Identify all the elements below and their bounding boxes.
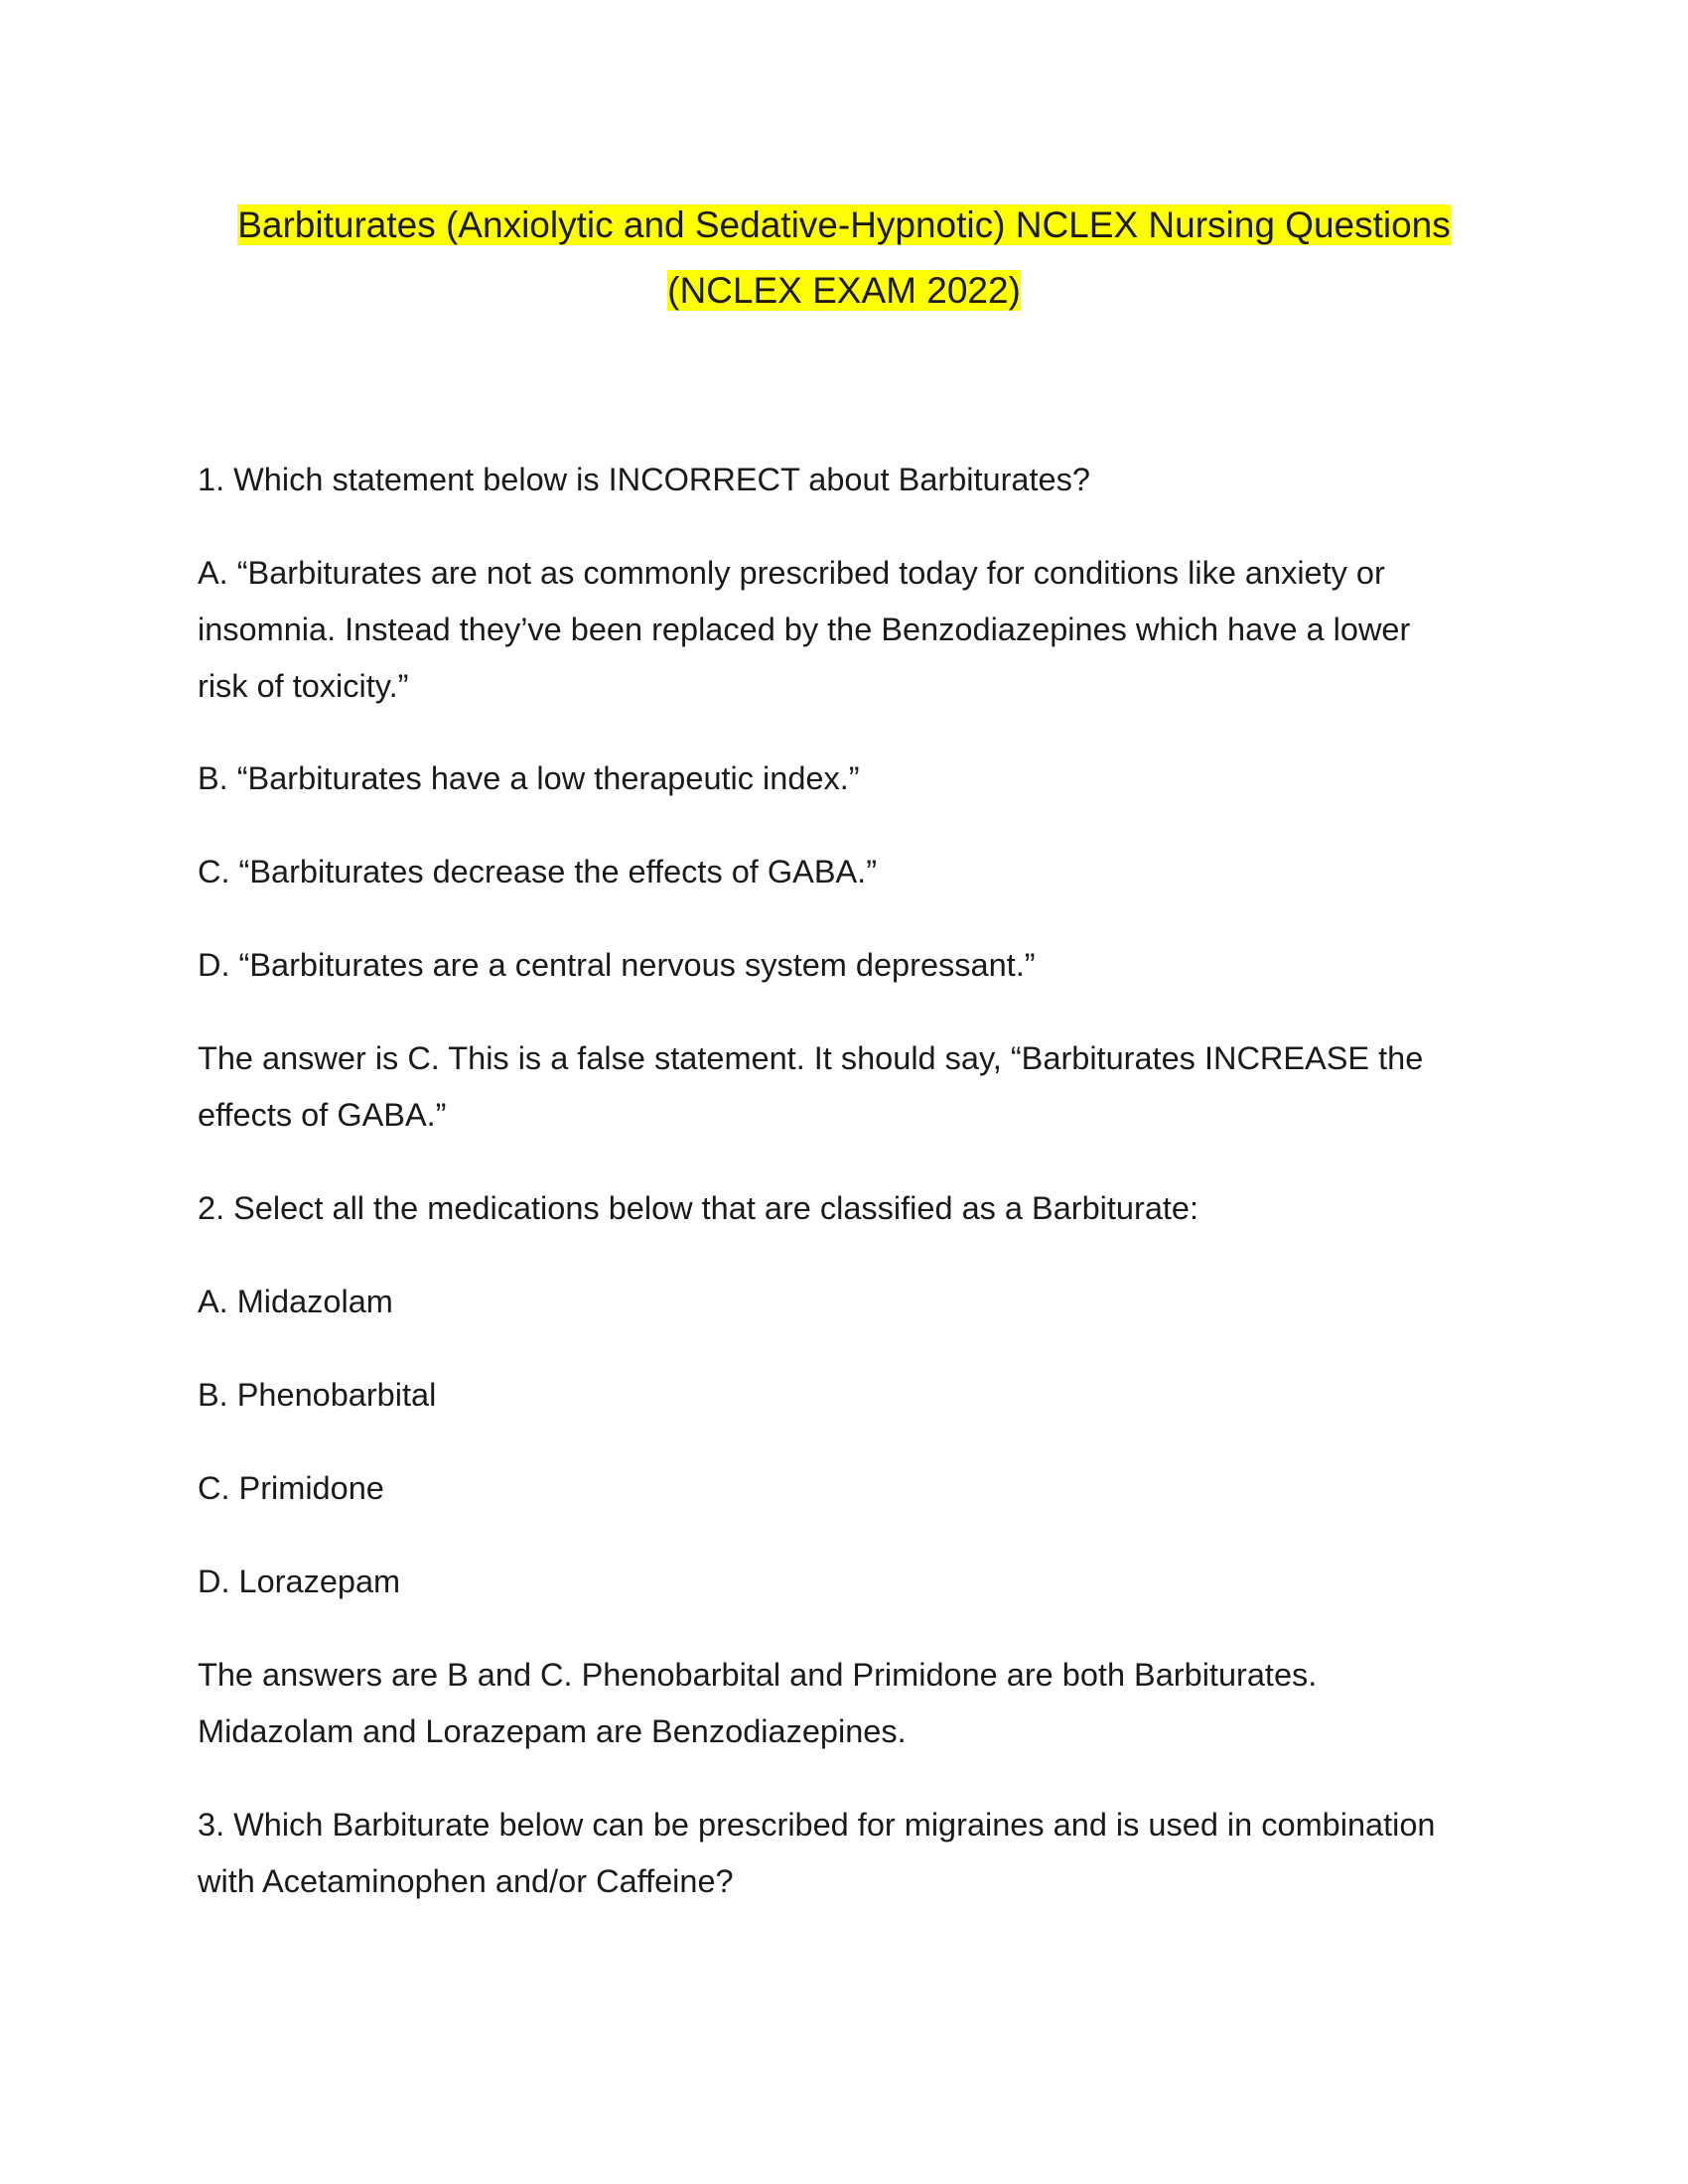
question-2-answer <box>198 1647 1498 1760</box>
question-1-option-b: B. “Barbiturates have a low therapeutic index.” <box>198 760 860 796</box>
answer-2-line-2: Midazolam and Lorazepam are Benzodiazepines. <box>198 1713 907 1749</box>
question-1-option-d: D. “Barbiturates are a central nervous system depressant.” <box>198 947 1036 983</box>
question-3-line-1: 3. Which Barbiturate below can be prescribed for migraines and is used in combination <box>198 1807 1436 1843</box>
question-1-option-a <box>198 545 1498 715</box>
answer-1-line-2: effects of GABA.” <box>198 1097 447 1133</box>
answer-2-line-1: The answers are B and C. Phenobarbital and Primidone are both Barbiturates. <box>198 1657 1318 1693</box>
answer-1-line-1: The answer is C. This is a false statement. It should say, “Barbiturates INCREASE the <box>198 1040 1424 1076</box>
option-a-line-1: A. “Barbiturates are not as commonly prescribed today for conditions like anxiety or <box>198 555 1385 591</box>
question-2-option-b: B. Phenobarbital <box>198 1377 437 1413</box>
page-title <box>149 193 1539 324</box>
question-3-text <box>198 1797 1498 1910</box>
question-3-line-2: with Acetaminophen and/or Caffeine? <box>198 1863 734 1899</box>
title-line-2: (NCLEX EXAM 2022) <box>667 270 1021 311</box>
option-a-line-3: risk of toxicity.” <box>198 668 409 704</box>
title-line-1: Barbiturates (Anxiolytic and Sedative-Hypnotic) NCLEX Nursing Questions <box>237 205 1451 245</box>
question-2-option-c: C. Primidone <box>198 1470 384 1506</box>
question-2-option-a: A. Midazolam <box>198 1284 393 1319</box>
question-1-option-c: C. “Barbiturates decrease the effects of GABA.” <box>198 854 878 889</box>
option-a-line-2: insomnia. Instead they’ve been replaced by the Benzodiazepines which have a lower <box>198 612 1411 647</box>
question-1-text: 1. Which statement below is INCORRECT about Barbiturates? <box>198 462 1090 497</box>
question-2-option-d: D. Lorazepam <box>198 1564 401 1599</box>
question-2-text: 2. Select all the medications below that are classified as a Barbiturate: <box>198 1190 1199 1226</box>
question-1-answer <box>198 1030 1498 1144</box>
